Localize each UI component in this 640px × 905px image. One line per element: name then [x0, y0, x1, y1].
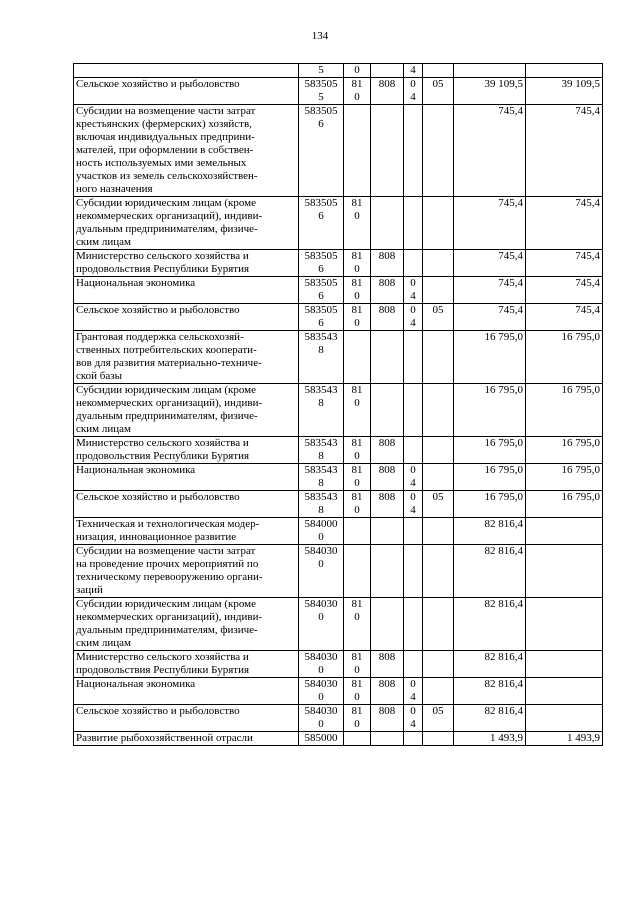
amount-column-1: 82 816,4: [484, 705, 523, 717]
target-article-code-cell: [299, 545, 344, 598]
section-code-cell: [404, 64, 423, 78]
subsection-code-cell: [423, 437, 454, 464]
section-code-cell: [404, 518, 423, 545]
table-row: [74, 78, 603, 105]
amount-column-1-cell: [454, 384, 526, 437]
amount-column-1: 16 795,0: [484, 464, 523, 476]
expense-type-code: 81 0: [351, 651, 363, 676]
amount-column-2: 16 795,0: [561, 437, 600, 449]
target-article-code-cell: [299, 437, 344, 464]
subsection-code-cell: [423, 464, 454, 491]
amount-column-1-cell: [454, 598, 526, 651]
administrator-code-cell: [371, 197, 404, 250]
amount-column-2-cell: [526, 78, 603, 105]
section-code: 0 4: [410, 705, 416, 730]
amount-column-1-cell: [454, 545, 526, 598]
section-code-cell: [404, 277, 423, 304]
amount-column-2: 745,4: [575, 250, 600, 262]
target-article-code-cell: [299, 732, 344, 746]
subsection-code-cell: [423, 78, 454, 105]
section-code-cell: [404, 678, 423, 705]
amount-column-2: 745,4: [575, 304, 600, 316]
item-name: Субсидии юридическим лицам (кроме некоммерческих организаций), индиви- дуальным предпринимателям, физиче- ским лицам: [76, 384, 263, 435]
subsection-code-cell: [423, 598, 454, 651]
item-name-cell: [74, 678, 299, 705]
page-number: 134: [311, 30, 329, 42]
administrator-code-cell: [371, 304, 404, 331]
section-code-cell: [404, 491, 423, 518]
item-name-cell: [74, 250, 299, 277]
table-row: [74, 464, 603, 491]
amount-column-2-cell: [526, 464, 603, 491]
item-name-cell: [74, 331, 299, 384]
amount-column-1-cell: [454, 518, 526, 545]
expense-type-code-cell: [344, 678, 371, 705]
subsection-code-cell: [423, 197, 454, 250]
amount-column-1-cell: [454, 678, 526, 705]
subsection-code-cell: [423, 705, 454, 732]
item-name: Сельское хозяйство и рыболовство: [76, 78, 240, 90]
amount-column-1-cell: [454, 491, 526, 518]
target-article-code-cell: [299, 384, 344, 437]
item-name-cell: [74, 518, 299, 545]
amount-column-2-cell: [526, 250, 603, 277]
item-name-cell: [74, 732, 299, 746]
target-article-code-cell: [299, 678, 344, 705]
section-code-cell: [404, 598, 423, 651]
table-row: [74, 64, 603, 78]
amount-column-2: 745,4: [575, 197, 600, 209]
expense-type-code-cell: [344, 651, 371, 678]
item-name-cell: [74, 651, 299, 678]
subsection-code-cell: [423, 250, 454, 277]
target-article-code: 583543 8: [304, 384, 338, 409]
amount-column-2-cell: [526, 437, 603, 464]
target-article-code: 583505 6: [304, 304, 338, 329]
item-name-cell: [74, 277, 299, 304]
target-article-code-cell: [299, 105, 344, 197]
administrator-code: 808: [378, 491, 396, 503]
amount-column-1-cell: [454, 277, 526, 304]
subsection-code-cell: [423, 105, 454, 197]
amount-column-2-cell: [526, 705, 603, 732]
amount-column-1-cell: [454, 437, 526, 464]
amount-column-2: 16 795,0: [561, 331, 600, 343]
expense-type-code-cell: [344, 250, 371, 277]
item-name: Сельское хозяйство и рыболовство: [76, 705, 240, 717]
subsection-code: 05: [432, 705, 444, 717]
subsection-code-cell: [423, 384, 454, 437]
subsection-code: 05: [432, 491, 444, 503]
amount-column-1-cell: [454, 304, 526, 331]
item-name: Субсидии юридическим лицам (кроме некоммерческих организаций), индиви- дуальным предпринимателям, физиче- ским лицам: [76, 598, 263, 649]
subsection-code-cell: [423, 64, 454, 78]
item-name: Национальная экономика: [76, 277, 196, 289]
expense-type-code-cell: [344, 304, 371, 331]
amount-column-2-cell: [526, 197, 603, 250]
administrator-code-cell: [371, 732, 404, 746]
subsection-code-cell: [423, 732, 454, 746]
target-article-code-cell: [299, 78, 344, 105]
expense-type-code: 81 0: [351, 491, 363, 516]
target-article-code: 584030 0: [304, 598, 338, 623]
item-name: Сельское хозяйство и рыболовство: [76, 491, 240, 503]
target-article-code: 583505 6: [304, 197, 338, 222]
administrator-code-cell: [371, 518, 404, 545]
table-row: [74, 250, 603, 277]
expense-type-code-cell: [344, 545, 371, 598]
amount-column-1-cell: [454, 732, 526, 746]
expense-type-code-cell: [344, 197, 371, 250]
amount-column-2-cell: [526, 64, 603, 78]
amount-column-1: 745,4: [498, 277, 523, 289]
table-row: [74, 678, 603, 705]
target-article-code: 5: [318, 64, 324, 76]
amount-column-2-cell: [526, 732, 603, 746]
section-code-cell: [404, 732, 423, 746]
target-article-code: 583505 6: [304, 105, 338, 130]
item-name-cell: [74, 598, 299, 651]
table-row: [74, 651, 603, 678]
table-row: [74, 732, 603, 746]
administrator-code-cell: [371, 491, 404, 518]
expense-type-code-cell: [344, 437, 371, 464]
amount-column-2: 16 795,0: [561, 464, 600, 476]
target-article-code: 583505 6: [304, 250, 338, 275]
amount-column-1: 16 795,0: [484, 331, 523, 343]
subsection-code: 05: [432, 304, 444, 316]
target-article-code-cell: [299, 304, 344, 331]
amount-column-1-cell: [454, 464, 526, 491]
table-row: [74, 331, 603, 384]
item-name: Национальная экономика: [76, 678, 196, 690]
target-article-code: 584000 0: [304, 518, 338, 543]
expense-type-code-cell: [344, 491, 371, 518]
subsection-code-cell: [423, 304, 454, 331]
target-article-code-cell: [299, 197, 344, 250]
administrator-code-cell: [371, 64, 404, 78]
amount-column-1-cell: [454, 197, 526, 250]
item-name-cell: [74, 64, 299, 78]
item-name-cell: [74, 464, 299, 491]
item-name-cell: [74, 105, 299, 197]
table-row: [74, 491, 603, 518]
amount-column-1: 82 816,4: [484, 651, 523, 663]
amount-column-2: 745,4: [575, 105, 600, 117]
amount-column-1: 82 816,4: [484, 598, 523, 610]
administrator-code-cell: [371, 464, 404, 491]
administrator-code-cell: [371, 437, 404, 464]
expense-type-code: 81 0: [351, 197, 363, 222]
amount-column-1: 745,4: [498, 105, 523, 117]
section-code: 4: [410, 64, 416, 76]
item-name: Министерство сельского хозяйства и продовольствия Республики Бурятия: [76, 437, 250, 462]
target-article-code: 583543 8: [304, 491, 338, 516]
amount-column-1: 16 795,0: [484, 491, 523, 503]
target-article-code: 583505 6: [304, 277, 338, 302]
target-article-code-cell: [299, 64, 344, 78]
expense-type-code-cell: [344, 105, 371, 197]
budget-table: [73, 63, 603, 746]
amount-column-2-cell: [526, 304, 603, 331]
target-article-code: 583543 8: [304, 331, 338, 356]
amount-column-1: 16 795,0: [484, 384, 523, 396]
amount-column-2-cell: [526, 331, 603, 384]
administrator-code: 808: [378, 437, 396, 449]
expense-type-code: 0: [354, 64, 360, 76]
amount-column-2-cell: [526, 105, 603, 197]
amount-column-1: 745,4: [498, 250, 523, 262]
amount-column-1: 745,4: [498, 197, 523, 209]
amount-column-1-cell: [454, 705, 526, 732]
table-row: [74, 705, 603, 732]
amount-column-2-cell: [526, 277, 603, 304]
amount-column-1: 82 816,4: [484, 518, 523, 530]
target-article-code-cell: [299, 277, 344, 304]
administrator-code-cell: [371, 705, 404, 732]
expense-type-code: 81 0: [351, 78, 363, 103]
administrator-code-cell: [371, 545, 404, 598]
subsection-code-cell: [423, 518, 454, 545]
administrator-code: 808: [378, 304, 396, 316]
section-code: 0 4: [410, 277, 416, 302]
administrator-code-cell: [371, 331, 404, 384]
amount-column-2-cell: [526, 491, 603, 518]
section-code: 0 4: [410, 78, 416, 103]
expense-type-code: 81 0: [351, 598, 363, 623]
expense-type-code: 81 0: [351, 678, 363, 703]
target-article-code-cell: [299, 491, 344, 518]
amount-column-1-cell: [454, 105, 526, 197]
item-name: Сельское хозяйство и рыболовство: [76, 304, 240, 316]
target-article-code: 584030 0: [304, 545, 338, 570]
administrator-code-cell: [371, 277, 404, 304]
target-article-code-cell: [299, 598, 344, 651]
amount-column-2-cell: [526, 545, 603, 598]
section-code-cell: [404, 651, 423, 678]
amount-column-1: 82 816,4: [484, 678, 523, 690]
subsection-code-cell: [423, 651, 454, 678]
amount-column-1: 39 109,5: [484, 78, 523, 90]
item-name-cell: [74, 545, 299, 598]
amount-column-2: 16 795,0: [561, 384, 600, 396]
target-article-code-cell: [299, 331, 344, 384]
subsection-code-cell: [423, 678, 454, 705]
amount-column-1-cell: [454, 64, 526, 78]
administrator-code-cell: [371, 651, 404, 678]
target-article-code: 583505 5: [304, 78, 338, 103]
administrator-code-cell: [371, 598, 404, 651]
table-row: [74, 105, 603, 197]
amount-column-2: 745,4: [575, 277, 600, 289]
expense-type-code-cell: [344, 518, 371, 545]
expense-type-code: 81 0: [351, 304, 363, 329]
item-name: Техническая и технологическая модер- низация, инновационное развитие: [76, 518, 260, 543]
section-code-cell: [404, 78, 423, 105]
section-code-cell: [404, 545, 423, 598]
expense-type-code-cell: [344, 331, 371, 384]
administrator-code-cell: [371, 78, 404, 105]
section-code-cell: [404, 437, 423, 464]
expense-type-code: 81 0: [351, 437, 363, 462]
administrator-code: 808: [378, 464, 396, 476]
target-article-code-cell: [299, 250, 344, 277]
subsection-code-cell: [423, 277, 454, 304]
expense-type-code-cell: [344, 732, 371, 746]
section-code-cell: [404, 304, 423, 331]
target-article-code: 583543 8: [304, 437, 338, 462]
table-row: [74, 197, 603, 250]
expense-type-code-cell: [344, 78, 371, 105]
table-row: [74, 384, 603, 437]
amount-column-2-cell: [526, 518, 603, 545]
expense-type-code-cell: [344, 384, 371, 437]
section-code: 0 4: [410, 678, 416, 703]
expense-type-code: 81 0: [351, 384, 363, 409]
amount-column-2: 39 109,5: [561, 78, 600, 90]
expense-type-code: 81 0: [351, 250, 363, 275]
administrator-code-cell: [371, 384, 404, 437]
table-row: [74, 545, 603, 598]
amount-column-1: 745,4: [498, 304, 523, 316]
table-body: [74, 64, 603, 746]
item-name-cell: [74, 197, 299, 250]
section-code-cell: [404, 250, 423, 277]
subsection-code-cell: [423, 545, 454, 598]
administrator-code-cell: [371, 250, 404, 277]
section-code-cell: [404, 197, 423, 250]
amount-column-1-cell: [454, 331, 526, 384]
table-row: [74, 518, 603, 545]
subsection-code: 05: [432, 78, 444, 90]
item-name: Министерство сельского хозяйства и продовольствия Республики Бурятия: [76, 651, 250, 676]
expense-type-code-cell: [344, 705, 371, 732]
target-article-code: 585000: [304, 732, 338, 744]
administrator-code-cell: [371, 678, 404, 705]
amount-column-2: 16 795,0: [561, 491, 600, 503]
table-row: [74, 437, 603, 464]
amount-column-1: 82 816,4: [484, 545, 523, 557]
target-article-code-cell: [299, 464, 344, 491]
table-row: [74, 304, 603, 331]
expense-type-code: 81 0: [351, 705, 363, 730]
section-code-cell: [404, 331, 423, 384]
section-code-cell: [404, 105, 423, 197]
target-article-code-cell: [299, 705, 344, 732]
item-name: Грантовая поддержка сельскохозяй- ственных потребительских кооперати- вов для развития материально-техниче- ской базы: [76, 331, 262, 382]
administrator-code: 808: [378, 250, 396, 262]
target-article-code: 584030 0: [304, 651, 338, 676]
item-name: Национальная экономика: [76, 464, 196, 476]
amount-column-1-cell: [454, 78, 526, 105]
administrator-code: 808: [378, 705, 396, 717]
amount-column-1: 1 493,9: [490, 732, 523, 744]
target-article-code: 584030 0: [304, 678, 338, 703]
item-name-cell: [74, 384, 299, 437]
administrator-code: 808: [378, 277, 396, 289]
amount-column-2-cell: [526, 598, 603, 651]
amount-column-2-cell: [526, 384, 603, 437]
expense-type-code: 81 0: [351, 464, 363, 489]
amount-column-1: 16 795,0: [484, 437, 523, 449]
administrator-code: 808: [378, 678, 396, 690]
section-code: 0 4: [410, 464, 416, 489]
subsection-code-cell: [423, 331, 454, 384]
item-name: Субсидии юридическим лицам (кроме некоммерческих организаций), индиви- дуальным предпринимателям, физиче- ским лицам: [76, 197, 263, 248]
section-code-cell: [404, 384, 423, 437]
section-code-cell: [404, 705, 423, 732]
expense-type-code-cell: [344, 598, 371, 651]
administrator-code: 808: [378, 78, 396, 90]
amount-column-1-cell: [454, 250, 526, 277]
section-code: 0 4: [410, 304, 416, 329]
item-name-cell: [74, 491, 299, 518]
amount-column-2-cell: [526, 678, 603, 705]
expense-type-code: 81 0: [351, 277, 363, 302]
expense-type-code-cell: [344, 464, 371, 491]
expense-type-code-cell: [344, 277, 371, 304]
target-article-code-cell: [299, 651, 344, 678]
item-name-cell: [74, 78, 299, 105]
item-name-cell: [74, 304, 299, 331]
administrator-code-cell: [371, 105, 404, 197]
amount-column-2: 1 493,9: [567, 732, 600, 744]
item-name-cell: [74, 705, 299, 732]
target-article-code-cell: [299, 518, 344, 545]
item-name: Субсидии на возмещение части затрат крестьянских (фермерских) хозяйств, включая индивидуальных предприни- мателей, при оформлении в собствен- ность используемых ими земельных участков из земель сельскохозяйствен- ного назначения: [76, 105, 258, 195]
item-name: Развитие рыбохозяйственной отрасли: [76, 732, 253, 744]
table-row: [74, 598, 603, 651]
item-name-cell: [74, 437, 299, 464]
section-code: 0 4: [410, 491, 416, 516]
expense-type-code-cell: [344, 64, 371, 78]
section-code-cell: [404, 464, 423, 491]
item-name: Субсидии на возмещение части затрат на проведение прочих мероприятий по техническому перевооружению органи- заций: [76, 545, 263, 596]
item-name: Министерство сельского хозяйства и продовольствия Республики Бурятия: [76, 250, 250, 275]
amount-column-1-cell: [454, 651, 526, 678]
table-row: [74, 277, 603, 304]
subsection-code-cell: [423, 491, 454, 518]
target-article-code: 584030 0: [304, 705, 338, 730]
amount-column-2-cell: [526, 651, 603, 678]
target-article-code: 583543 8: [304, 464, 338, 489]
administrator-code: 808: [378, 651, 396, 663]
